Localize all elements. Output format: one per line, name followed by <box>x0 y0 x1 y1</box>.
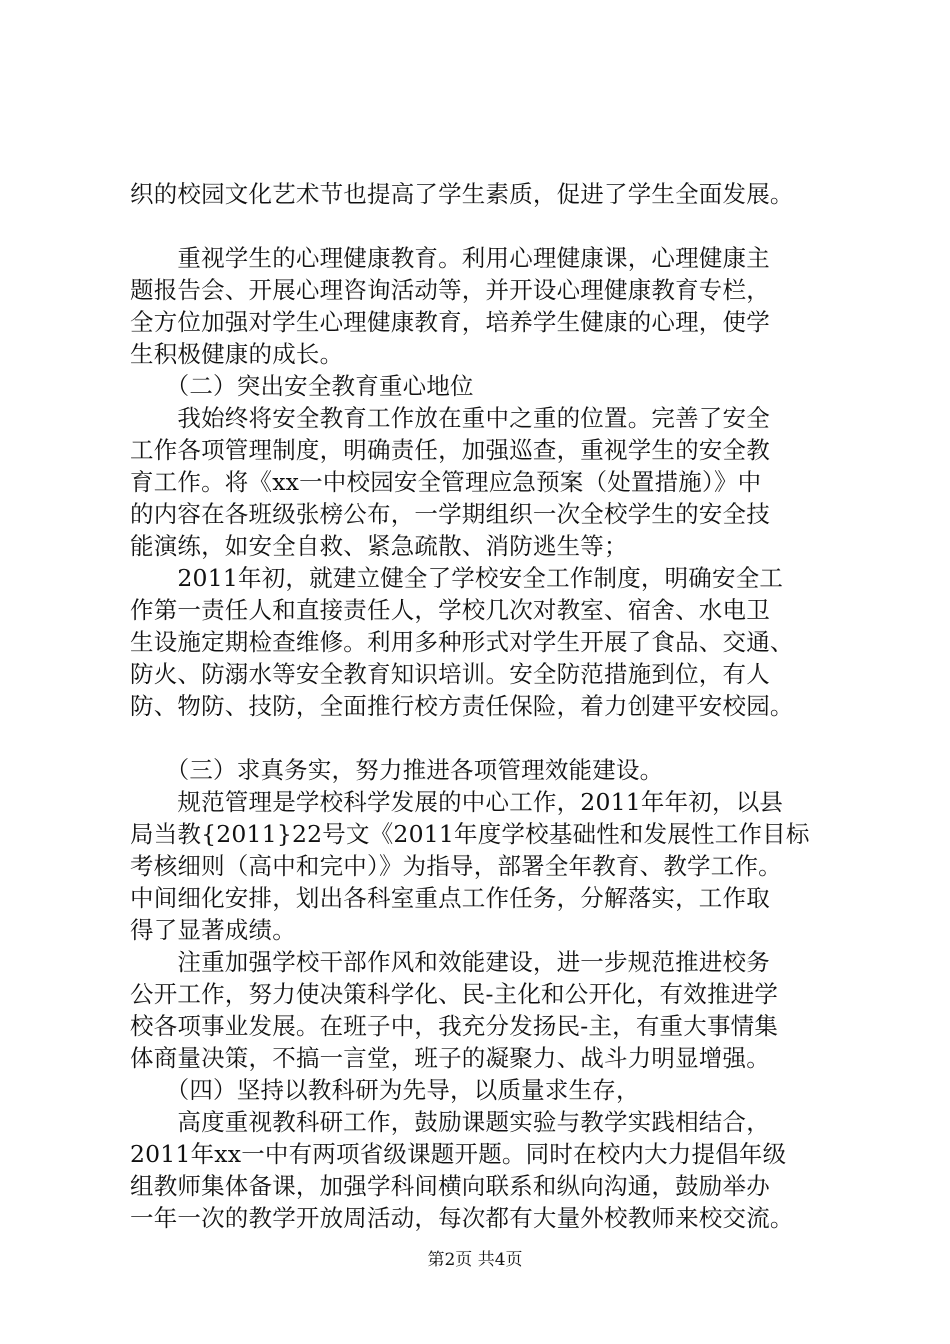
text-line: 公开工作，努力使决策科学化、民-主化和公开化，有效推进学 <box>130 980 779 1008</box>
text-line: 得了显著成绩。 <box>130 916 296 944</box>
section-heading: （三）求真务实，努力推进各项管理效能建设。 <box>130 756 664 784</box>
text-line: 规范管理是学校科学发展的中心工作，2011年年初，以县 <box>130 788 784 816</box>
text-line: 题报告会、开展心理咨询活动等，并开设心理健康教育专栏， <box>130 276 770 304</box>
text-line: 工作各项管理制度，明确责任，加强巡查，重视学生的安全教 <box>130 436 770 464</box>
text-line: 注重加强学校干部作风和效能建设，进一步规范推进校务 <box>130 948 770 976</box>
text-line: 能演练，如安全自救、紧急疏散、消防逃生等； <box>130 532 628 560</box>
text-line: 全方位加强对学生心理健康教育，培养学生健康的心理，使学 <box>130 308 770 336</box>
text-line: 考核细则（高中和完中）》为指导，部署全年教育、教学工作。 <box>130 852 782 880</box>
section-heading: （二）突出安全教育重心地位 <box>130 372 474 400</box>
text-line: 生积极健康的成长。 <box>130 340 344 368</box>
text-line: 织的校园文化艺术节也提高了学生素质，促进了学生全面发展。 <box>130 180 794 208</box>
text-line: 防、物防、技防，全面推行校方责任保险，着力创建平安校园。 <box>130 692 794 720</box>
text-line: 育工作。将《xx一中校园安全管理应急预案（处置措施）》中 <box>130 468 762 496</box>
page-number: 第2页 共4页 <box>427 1250 523 1270</box>
section-heading: （四）坚持以教科研为先导，以质量求生存， <box>130 1076 640 1104</box>
text-line: 校各项事业发展。在班子中，我充分发扬民-主，有重大事情集 <box>130 1012 779 1040</box>
text-line: 重视学生的心理健康教育。利用心理健康课，心理健康主 <box>130 244 770 272</box>
text-line: 局当教{2011}22号文《2011年度学校基础性和发展性工作目标 <box>130 820 810 848</box>
text-line: 生设施定期检查维修。利用多种形式对学生开展了食品、交通、 <box>130 628 794 656</box>
text-line: 一年一次的教学开放周活动，每次都有大量外校教师来校交流。 <box>130 1204 794 1232</box>
text-line: 我始终将安全教育工作放在重中之重的位置。完善了安全 <box>130 404 770 432</box>
text-line: 作第一责任人和直接责任人，学校几次对教室、宿舍、水电卫 <box>130 596 770 624</box>
text-line: 组教师集体备课，加强学科间横向联系和纵向沟通，鼓励举办 <box>130 1172 770 1200</box>
text-line: 体商量决策，不搞一言堂，班子的凝聚力、战斗力明显增强。 <box>130 1044 770 1072</box>
text-line: 2011年初，就建立健全了学校安全工作制度，明确安全工 <box>130 564 784 592</box>
text-line: 中间细化安排，划出各科室重点工作任务，分解落实，工作取 <box>130 884 770 912</box>
text-line: 的内容在各班级张榜公布，一学期组织一次全校学生的安全技 <box>130 500 770 528</box>
text-line: 高度重视教科研工作，鼓励课题实验与教学实践相结合， <box>130 1108 770 1136</box>
text-line: 2011年xx一中有两项省级课题开题。同时在校内大力提倡年级 <box>130 1140 787 1168</box>
text-line: 防火、防溺水等安全教育知识培训。安全防范措施到位，有人 <box>130 660 770 688</box>
